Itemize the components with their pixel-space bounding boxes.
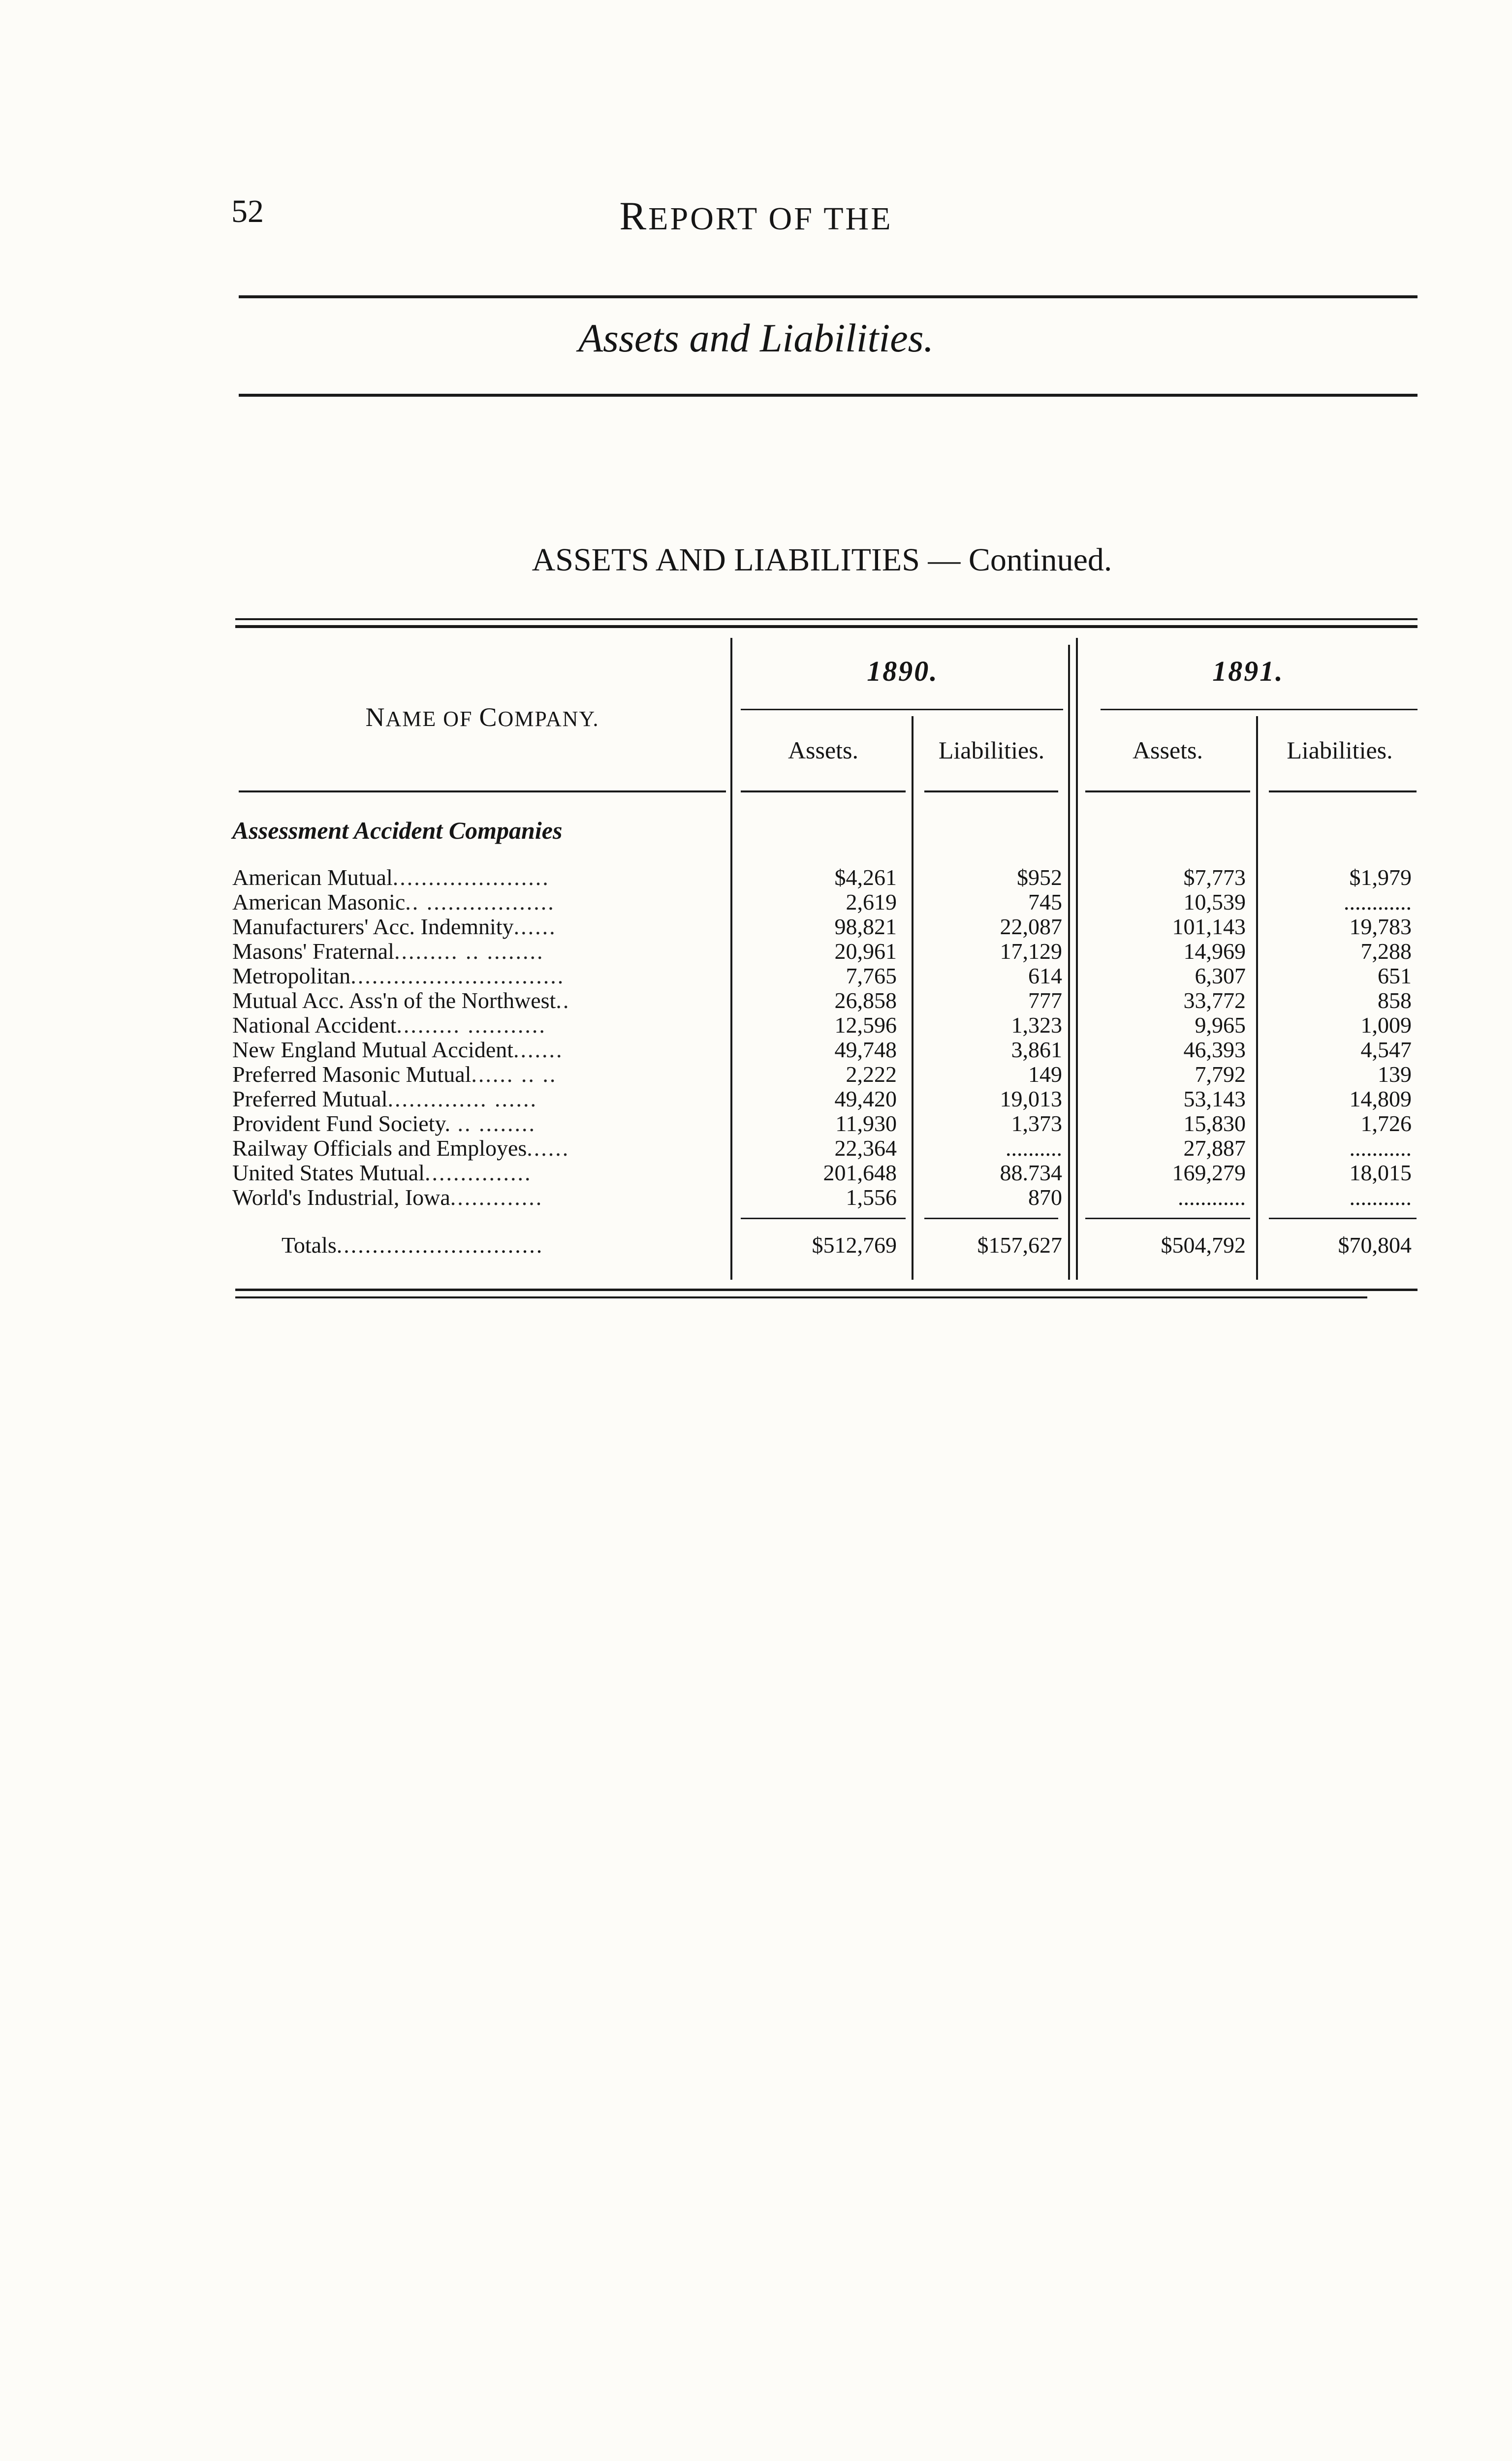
liabilities-1891: 1,726 xyxy=(1360,1111,1412,1136)
totals-rule-c3 xyxy=(1085,1218,1250,1219)
assets-1891: 14,969 xyxy=(1183,939,1246,964)
totals-label-text: Totals xyxy=(282,1232,337,1258)
dot-leader: ....... xyxy=(513,1038,564,1062)
liabilities-1890: 3,861 xyxy=(1011,1038,1062,1062)
company-name-text: Masons' Fraternal xyxy=(232,939,394,964)
header-rule-c2 xyxy=(924,790,1058,792)
column-header-liabilities-1890: Liabilities. xyxy=(938,736,1045,764)
column-header-assets-1891: Assets. xyxy=(1132,736,1203,764)
dot-leader: ...... xyxy=(527,1136,570,1161)
table-row xyxy=(0,939,1512,964)
table-row xyxy=(0,1062,1512,1087)
assets-1890: 49,748 xyxy=(834,1038,897,1062)
dot-leader: .. xyxy=(556,988,570,1013)
company-name-text: World's Industrial, Iowa xyxy=(232,1185,450,1210)
liabilities-1890: 777 xyxy=(1028,988,1062,1013)
liabilities-1891: ........... xyxy=(1349,1185,1412,1210)
assets-1890: 1,556 xyxy=(846,1185,897,1210)
company-name xyxy=(232,1062,727,1087)
company-name-text: National Accident xyxy=(232,1013,397,1038)
assets-1890: 98,821 xyxy=(834,915,897,939)
company-name-text: New England Mutual Accident xyxy=(232,1038,514,1062)
running-head-cap: R xyxy=(619,193,649,238)
assets-1890: 2,619 xyxy=(846,890,897,915)
dot-leader: .. ........ xyxy=(450,1111,536,1136)
section-rule xyxy=(239,394,1418,397)
assets-1890: 12,596 xyxy=(834,1013,897,1038)
assets-1891: 15,830 xyxy=(1183,1111,1246,1136)
liabilities-1890: 870 xyxy=(1028,1185,1062,1210)
assets-1890: 201,648 xyxy=(823,1161,897,1185)
company-name xyxy=(232,1111,727,1136)
assets-1891: 33,772 xyxy=(1183,988,1246,1013)
liabilities-1890: 22,087 xyxy=(1000,915,1062,939)
name-header-cap2: C xyxy=(479,702,498,732)
company-name-text: United States Mutual xyxy=(232,1161,425,1185)
table-row xyxy=(0,1087,1512,1111)
company-name xyxy=(232,1038,727,1062)
dot-leader: .. .................. xyxy=(405,890,555,915)
company-name xyxy=(232,1185,727,1210)
table-bottom-rule xyxy=(235,1289,1418,1291)
section-title: Assets and Liabilities. xyxy=(578,316,934,360)
assets-1890: 26,858 xyxy=(834,988,897,1013)
liabilities-1891: $1,979 xyxy=(1349,865,1412,890)
liabilities-1890: 149 xyxy=(1028,1062,1062,1087)
running-head xyxy=(0,193,1512,239)
name-of-company-header xyxy=(236,702,728,732)
assets-1891: $7,773 xyxy=(1183,865,1246,890)
assets-1891: 9,965 xyxy=(1195,1013,1246,1038)
company-name-text: Manufacturers' Acc. Indemnity xyxy=(232,915,514,939)
table-row xyxy=(0,1161,1512,1185)
liabilities-1891: 7,288 xyxy=(1360,939,1412,964)
dot-leader: .............................. xyxy=(350,964,565,988)
liabilities-1891: 19,783 xyxy=(1349,915,1412,939)
table-row xyxy=(0,964,1512,988)
assets-1890: $4,261 xyxy=(834,865,897,890)
assets-1891: 27,887 xyxy=(1183,1136,1246,1161)
liabilities-1891: 18,015 xyxy=(1349,1161,1412,1185)
assets-1891: 6,307 xyxy=(1195,964,1246,988)
name-header-rest2: OMPANY. xyxy=(498,707,599,731)
liabilities-1890: 19,013 xyxy=(1000,1087,1062,1111)
name-header-rest1: AME OF xyxy=(385,707,479,731)
company-name xyxy=(232,915,727,939)
dot-leader: ............................. xyxy=(336,1232,544,1258)
table-top-rule xyxy=(235,618,1418,620)
company-name xyxy=(232,865,727,890)
column-header-assets-1890: Assets. xyxy=(788,736,859,764)
dot-leader: .............. ...... xyxy=(387,1087,537,1111)
company-name-text: American Masonic xyxy=(232,890,406,915)
total-assets-1891: $504,792 xyxy=(1161,1232,1246,1258)
year-1891: 1891. xyxy=(1212,655,1284,687)
liabilities-1891: ............ xyxy=(1344,890,1412,915)
liabilities-1890: $952 xyxy=(1017,865,1062,890)
liabilities-1891: 14,809 xyxy=(1349,1087,1412,1111)
liabilities-1891: 4,547 xyxy=(1360,1038,1412,1062)
assets-1891: 101,143 xyxy=(1172,915,1246,939)
column-header-liabilities-1891: Liabilities. xyxy=(1287,736,1393,764)
dot-leader: ...... .. .. xyxy=(471,1062,557,1087)
assets-1890: 2,222 xyxy=(846,1062,897,1087)
table-row xyxy=(0,1185,1512,1210)
table-row xyxy=(0,1038,1512,1062)
liabilities-1891: ........... xyxy=(1349,1136,1412,1161)
year-1890: 1890. xyxy=(867,655,939,687)
table-row xyxy=(0,1136,1512,1161)
totals-row xyxy=(0,1230,1512,1260)
top-rule xyxy=(239,295,1418,298)
table-bottom-rule-2 xyxy=(235,1296,1367,1298)
assets-1890: 20,961 xyxy=(834,939,897,964)
company-name-text: Metropolitan xyxy=(232,964,351,988)
assets-1891: 10,539 xyxy=(1183,890,1246,915)
company-name xyxy=(232,890,727,915)
page-number: 52 xyxy=(231,193,264,229)
year-1890-underline xyxy=(741,709,1063,710)
assets-1890: 11,930 xyxy=(835,1111,897,1136)
dot-leader: ...... xyxy=(513,915,557,939)
table-row xyxy=(0,1111,1512,1136)
liabilities-1890: 1,323 xyxy=(1011,1013,1062,1038)
liabilities-1891: 858 xyxy=(1378,988,1412,1013)
running-head-rest: EPORT OF THE xyxy=(648,201,893,237)
assets-1891: 46,393 xyxy=(1183,1038,1246,1062)
liabilities-1890: 1,373 xyxy=(1011,1111,1062,1136)
company-name xyxy=(232,939,727,964)
totals-rule-c1 xyxy=(741,1218,906,1219)
liabilities-1891: 139 xyxy=(1378,1062,1412,1087)
totals-rule-c2 xyxy=(924,1218,1058,1219)
header-rule-name xyxy=(239,790,726,792)
totals-label xyxy=(282,1230,727,1260)
assets-1891: 53,143 xyxy=(1183,1087,1246,1111)
company-name-text: Railway Officials and Employes xyxy=(232,1136,527,1161)
liabilities-1890: .......... xyxy=(1006,1136,1062,1161)
header-rule-c4 xyxy=(1269,790,1417,792)
dot-leader: ...................... xyxy=(392,865,550,890)
assets-1891: ............ xyxy=(1178,1185,1246,1210)
dot-leader: ......... .. ........ xyxy=(394,939,544,964)
assets-1891: 7,792 xyxy=(1195,1062,1246,1087)
total-liabilities-1890: $157,627 xyxy=(977,1232,1062,1258)
company-name-text: Provident Fund Society. xyxy=(232,1111,450,1136)
table-row xyxy=(0,988,1512,1013)
name-header-cap1: N xyxy=(365,702,386,732)
table-row xyxy=(0,915,1512,939)
table-top-rule-heavy xyxy=(235,625,1418,628)
company-name-text: Mutual Acc. Ass'n of the Northwest xyxy=(232,988,556,1013)
company-name xyxy=(232,988,727,1013)
assets-1890: 22,364 xyxy=(834,1136,897,1161)
table-row xyxy=(0,890,1512,915)
assets-1891: 169,279 xyxy=(1172,1161,1246,1185)
totals-rule-c4 xyxy=(1269,1218,1417,1219)
table-title: ASSETS AND LIABILITIES — Continued. xyxy=(532,542,1112,578)
company-name xyxy=(232,1161,727,1185)
total-liabilities-1891: $70,804 xyxy=(1338,1232,1412,1258)
liabilities-1890: 614 xyxy=(1028,964,1062,988)
liabilities-1890: 17,129 xyxy=(1000,939,1062,964)
liabilities-1891: 651 xyxy=(1378,964,1412,988)
header-rule-c3 xyxy=(1085,790,1250,792)
company-name-text: Preferred Masonic Mutual xyxy=(232,1062,472,1087)
table-row xyxy=(0,865,1512,890)
liabilities-1890: 88.734 xyxy=(1000,1161,1062,1185)
dot-leader: ......... ........... xyxy=(396,1013,546,1038)
company-name xyxy=(232,1087,727,1111)
table-row xyxy=(0,1013,1512,1038)
company-name xyxy=(232,1136,727,1161)
year-1891-underline xyxy=(1101,709,1418,710)
dot-leader: ............. xyxy=(450,1185,543,1210)
liabilities-1891: 1,009 xyxy=(1360,1013,1412,1038)
total-assets-1890: $512,769 xyxy=(812,1232,897,1258)
company-name xyxy=(232,964,727,988)
company-name-text: American Mutual xyxy=(232,865,393,890)
group-heading: Assessment Accident Companies xyxy=(232,817,563,844)
company-name-text: Preferred Mutual xyxy=(232,1087,388,1111)
assets-1890: 49,420 xyxy=(834,1087,897,1111)
company-name xyxy=(232,1013,727,1038)
assets-1890: 7,765 xyxy=(846,964,897,988)
liabilities-1890: 745 xyxy=(1028,890,1062,915)
header-rule-c1 xyxy=(741,790,906,792)
dot-leader: ............... xyxy=(424,1161,532,1185)
